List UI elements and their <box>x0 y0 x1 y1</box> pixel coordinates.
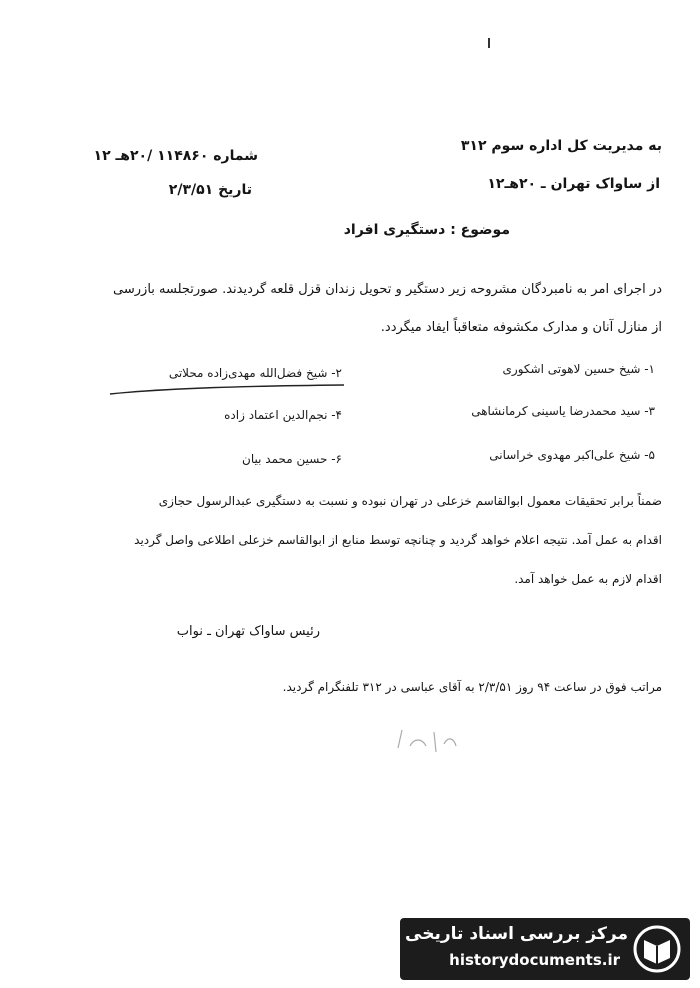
person-6: ۶- حسین محمد بیان <box>242 452 342 466</box>
header-date: تاریخ ۲/۳/۵۱ <box>168 182 252 198</box>
body-line-1: در اجرای امر به نامبردگان مشروحه زیر دستگیر و تحویل زندان قزل قلعه گردیدند. صورتجلسه بازرسی <box>113 282 662 297</box>
note-line-1: ضمناً برابر تحقیقات معمول ابوالقاسم خزعلی در تهران نبوده و نسبت به دستگیری عبدالرسول حجازی <box>158 494 662 508</box>
note-line-2: اقدام به عمل آمد. نتیجه اعلام خواهد گردید و چنانچه توسط منابع از ابوالقاسم خزعلی اطلاعی واصل گردید <box>134 533 662 547</box>
watermark-banner <box>400 918 690 980</box>
person-2: ۲- شیخ فضل‌الله مهدی‌زاده محلاتی <box>168 366 342 380</box>
footer-note: مراتب فوق در ساعت ۹۴ روز ۲/۳/۵۱ به آقای عباسی در ۳۱۲ تلفنگرام گردید. <box>282 680 662 694</box>
book-logo-icon <box>632 924 682 974</box>
header-number: شماره ۱۱۴۸۶۰ /۲۰هـ ۱۲ <box>93 148 258 164</box>
stray-mark <box>488 38 490 48</box>
handwritten-underline <box>108 382 348 398</box>
handwritten-initials <box>392 724 462 760</box>
watermark-site: historydocuments.ir <box>449 951 620 969</box>
person-3: ۳- سید محمدرضا یاسینی کرمانشاهی <box>471 404 655 418</box>
person-4: ۴- نجم‌الدین اعتماد زاده <box>224 408 342 422</box>
watermark-org-name: مرکز بررسی اسناد تاریخی <box>405 924 628 944</box>
signature-line: رئیس ساواک تهران ـ نواب <box>176 624 320 639</box>
person-1: ۱- شیخ حسین لاهوتی اشکوری <box>502 362 655 376</box>
subject-line: موضوع : دستگیری افراد <box>343 222 510 238</box>
sender-line: از ساواک تهران ـ ۲۰هـ۱۲ <box>487 176 660 192</box>
body-line-2: از منازل آنان و مدارک مکشوفه متعاقباً ایفاد میگردد. <box>380 320 662 335</box>
recipient-line: به مدیریت کل اداره سوم ۳۱۲ <box>460 138 662 154</box>
person-5: ۵- شیخ علی‌اکبر مهدوی خراسانی <box>489 448 655 462</box>
note-line-3: اقدام لازم به عمل خواهد آمد. <box>514 572 662 586</box>
